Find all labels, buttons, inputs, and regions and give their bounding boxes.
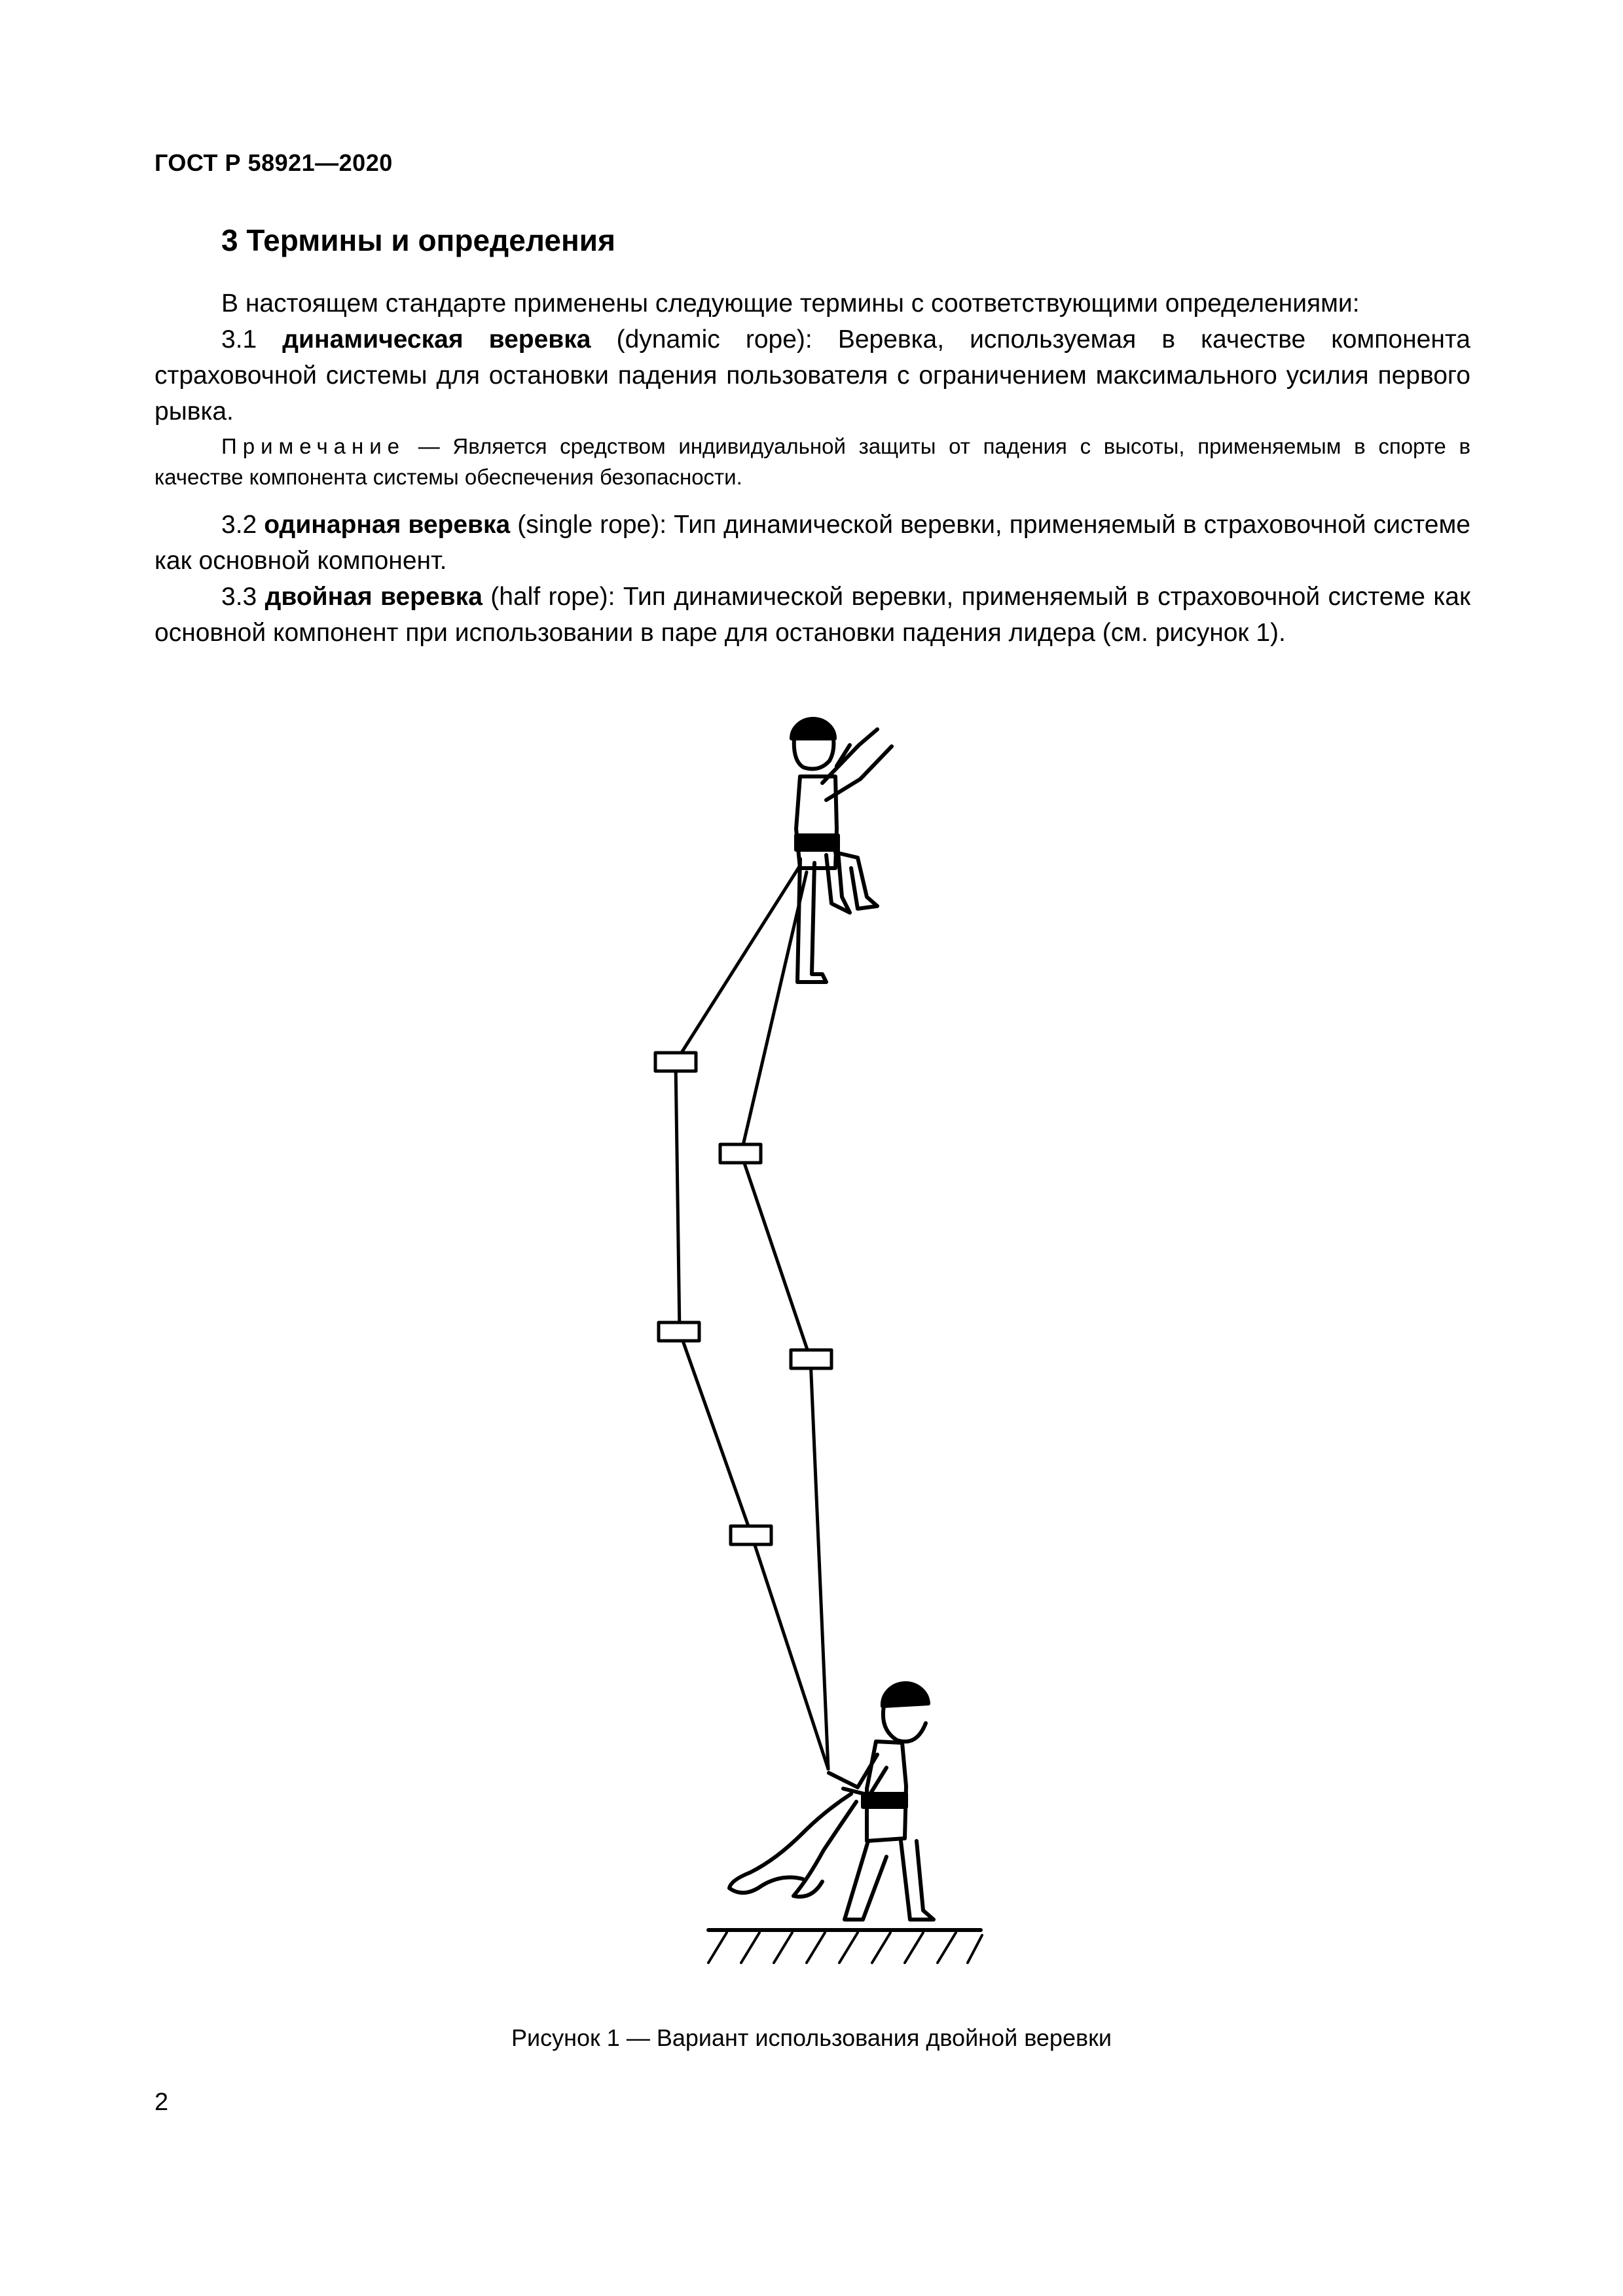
anchor-box <box>659 1322 699 1341</box>
head <box>794 738 834 769</box>
term-name: двойная веревка <box>264 583 483 611</box>
term-text: : Тип динамической веревки, применяемый в страховочной системе как основной компонент при использовании в паре для остановки падения лидера (см. рисунок 1). <box>155 583 1471 647</box>
term-english: (dynamic rope) <box>616 325 805 354</box>
legs <box>797 851 850 982</box>
term-text: : Тип динамической веревки, применяемый в страховочной системе как основной компонент. <box>155 511 1470 575</box>
loose-rope-coil <box>729 1794 856 1897</box>
anchor-box <box>655 1053 696 1071</box>
anchor-box <box>791 1350 831 1368</box>
rope-left <box>676 866 828 1769</box>
note-text: — Является средством индивидуальной защиты от падения с высоты, применяемым в спорте в качестве компонента системы обеспечения безопасности. <box>155 434 1470 489</box>
term-number: 3.3 <box>221 583 257 611</box>
anchor-points <box>655 1053 831 1544</box>
term-english: (half rope) <box>490 583 608 611</box>
intro-paragraph: В настоящем стандарте применены следующие термины с соответствующими определениями: <box>221 289 1360 318</box>
term-english: (single rope) <box>517 511 660 539</box>
figure-caption: Рисунок 1 — Вариант использования двойной веревки <box>511 2024 1112 2051</box>
belay-arm <box>829 1755 886 1795</box>
term-number: 3.2 <box>221 511 257 539</box>
page-number: 2 <box>155 2088 169 2116</box>
legs <box>845 1841 934 1920</box>
helmet <box>792 719 835 738</box>
note-label: Примечание <box>221 434 406 458</box>
anchor-box <box>731 1526 771 1544</box>
head <box>883 1706 926 1741</box>
harness <box>863 1794 906 1807</box>
term-name: одинарная веревка <box>264 511 511 539</box>
ground-hatching <box>708 1933 982 1963</box>
section-title: 3 Термины и определения <box>221 223 615 257</box>
term-number: 3.1 <box>221 325 257 354</box>
helmet <box>883 1683 928 1706</box>
harness <box>796 835 838 850</box>
belayer-figure <box>729 1683 934 1920</box>
term-name: динамическая веревка <box>282 325 591 354</box>
anchor-box <box>720 1144 761 1163</box>
leader-climber-figure <box>792 719 892 982</box>
term-text: : Веревка, используемая в качестве компонента страховочной системы для остановки падения пользователя с ограничением максимального усилия первого рывка. <box>155 325 1470 426</box>
document-code: ГОСТ Р 58921—2020 <box>155 149 393 176</box>
torso <box>796 776 837 868</box>
